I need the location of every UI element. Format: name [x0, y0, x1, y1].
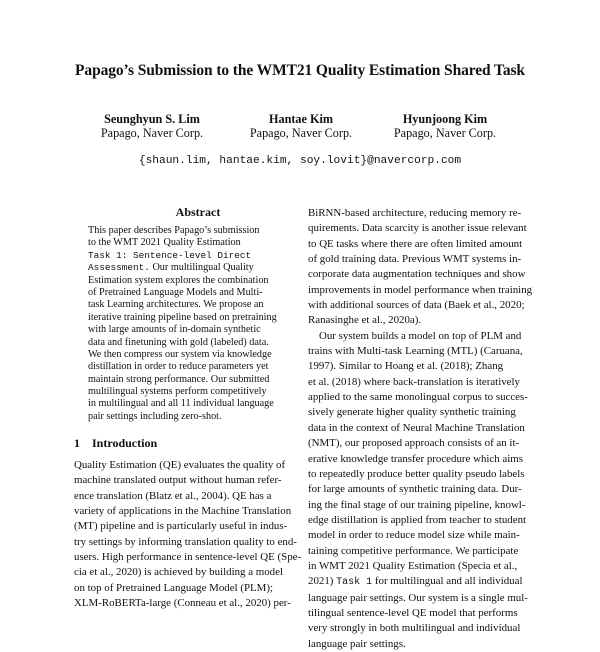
abstract-body [88, 225, 306, 423]
author-emails: {shaun.lim, hantae.kim, soy.lovit}@navercorp.com [138, 155, 462, 167]
abstract-line-rest: Our multilingual Quality [149, 262, 254, 274]
task-line-suffix: for multilingual and all individual [372, 575, 523, 588]
author-affiliation: Papago, Naver Corp. [249, 126, 353, 140]
abstract-line: distillation in order to reduce parameters yet [88, 361, 269, 373]
abstract-line: in multilingual and all 11 individual language [88, 398, 274, 410]
intro-line: variety of applications in the Machine Translation [74, 505, 292, 518]
intro-line: ence translation (Blatz et al., 2004). QE has a [74, 489, 272, 502]
abstract-line: data and finetuning with gold (labeled) data. [88, 336, 269, 348]
abstract-line: iterative training pipeline based on pretraining [88, 311, 277, 323]
task-line-prefix: 2021) [308, 575, 337, 588]
intro-line: on top of Pretrained Language Model (PLM); [74, 581, 274, 594]
body-line: ing the final stage of our training pipeline, knowl- [308, 498, 526, 511]
abstract-line [88, 262, 306, 274]
paper-title: Papago’s Submission to the WMT21 Quality Estimation Shared Task [75, 62, 525, 79]
abstract-line: We then compress our system via knowledge [88, 348, 272, 360]
body-line: trains with Multi-task Learning (MTL) (Caruana, [308, 345, 523, 358]
body-line: to QE tasks where there are often limited amount [308, 237, 523, 250]
body-line: quirements. Data scarcity is another issue relevant [308, 222, 527, 235]
intro-line: Quality Estimation (QE) evaluates the quality of [74, 459, 286, 471]
abstract-line: to the WMT 2021 Quality Estimation [88, 237, 241, 249]
body-line: corporate data augmentation techniques and show [308, 268, 526, 281]
author-affiliation: Papago, Naver Corp. [100, 126, 204, 140]
abstract-line-task: Task 1: Sentence-level Direct [88, 249, 252, 261]
introduction-body [74, 458, 322, 611]
body-line: edge distillation is applied from teacher to student [308, 513, 527, 526]
author-name: Seunghyun S. Lim [104, 112, 200, 126]
body-line: with additional sources of data (Baek et al., 2020; [308, 299, 525, 312]
abstract-line: with large amounts of in-domain synthetic [88, 324, 261, 336]
section-heading-introduction [74, 436, 157, 451]
abstract-heading: Abstract [175, 205, 221, 219]
right-column-body [308, 206, 540, 652]
body-line: Ranasinghe et al., 2020a). [308, 314, 422, 327]
task-line-mono: Task 1 [336, 577, 373, 589]
body-line: of gold training data. Previous WMT systems in- [308, 253, 522, 266]
body-line-task [308, 574, 540, 590]
author-name: Hantae Kim [269, 112, 333, 126]
body-line: erative knowledge transfer procedure which aims [308, 452, 523, 465]
abstract-line: of Pretrained Language Models and Multi- [88, 286, 263, 298]
intro-line: users. High performance in sentence-level QE (Spe- [74, 551, 302, 564]
author-affiliation: Papago, Naver Corp. [393, 126, 497, 140]
body-line: improvements in model performance when training [308, 283, 533, 296]
body-line: to repeatedly produce better quality pseudo labels [308, 467, 525, 480]
body-line: in WMT 2021 Quality Estimation (Specia et al., [308, 559, 518, 572]
body-line: sively generate higher quality synthetic training [308, 406, 516, 419]
body-line: (NMT), our proposed approach consists of an it- [308, 437, 520, 450]
intro-line: cia et al., 2020) is achieved by building a model [74, 566, 283, 579]
abstract-mono-fragment: Assessment. [88, 262, 150, 274]
body-line: for large amounts of synthetic training data. Dur- [308, 483, 522, 496]
intro-line: XLM-RoBERTa-large (Conneau et al., 2020) per- [74, 597, 291, 610]
intro-line: (MT) pipeline and is particularly useful in indus- [74, 520, 288, 533]
body-line: applied to the same monolingual corpus to succes- [308, 391, 528, 404]
body-line: 1997). Similar to Hoang et al. (2018); Zhang [308, 360, 504, 373]
body-line: BiRNN-based architecture, reducing memory re- [308, 207, 522, 219]
abstract-line: This paper describes Papago’s submission [88, 225, 260, 236]
section-number: 1 [74, 436, 80, 450]
body-line: language pair settings. [308, 637, 406, 650]
abstract-line: task Learning architectures. We propose an [88, 299, 264, 311]
section-title: Introduction [92, 436, 158, 450]
abstract-line: Estimation system explores the combination [88, 274, 269, 286]
body-line: data in the context of Neural Machine Translation [308, 421, 525, 434]
author-name: Hyunjoong Kim [402, 112, 488, 126]
body-line: taining competitive performance. We participate [308, 544, 519, 557]
body-line: model in order to reduce model size while main- [308, 529, 520, 542]
intro-line: machine translated output without human refer- [74, 474, 282, 487]
abstract-line: pair settings including zero-shot. [88, 410, 222, 422]
body-line: tilingual sentence-level QE model that performs [308, 606, 518, 619]
body-line: et al. (2018) where back-translation is iteratively [308, 375, 520, 388]
body-line: language pair settings. Our system is a single mul- [308, 591, 528, 604]
abstract-line: multilingual systems perform competitively [88, 386, 267, 398]
body-line: Our system builds a model on top of PLM and [319, 329, 522, 342]
body-line: very strongly in both multilingual and individual [308, 622, 521, 635]
intro-line: try settings by informing translation quality to end- [74, 535, 297, 548]
abstract-line: maintain strong performance. Our submitted [88, 373, 270, 385]
author-3 [345, 112, 545, 140]
